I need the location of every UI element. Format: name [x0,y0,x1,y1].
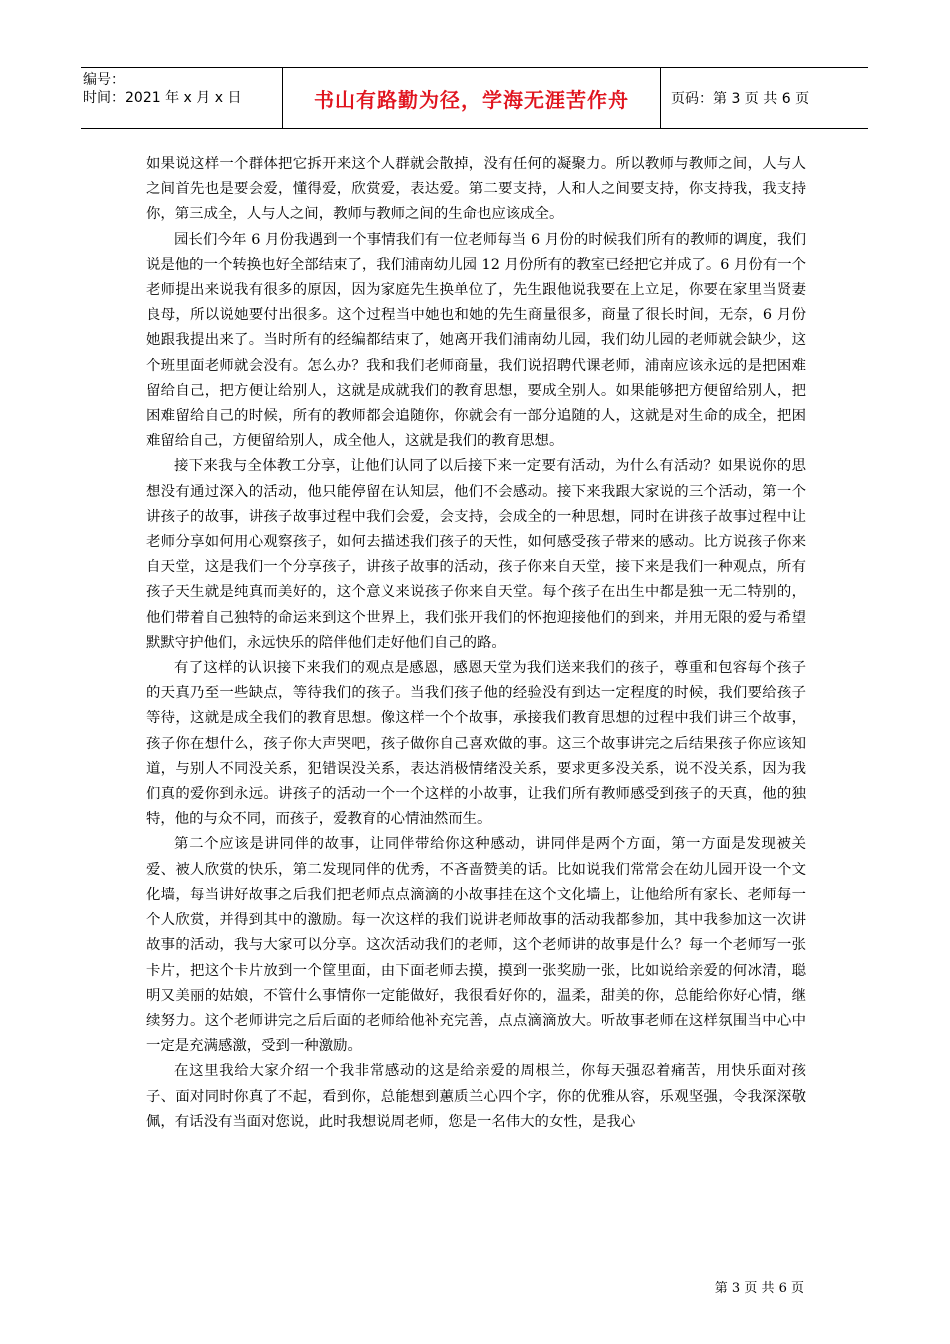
paragraph: 在这里我给大家介绍一个我非常感动的这是给亲爱的周根兰，你每天强忍着痛苦，用快乐面对孩子、面对同时你真了不起，看到你，总能想到蕙质兰心四个字，你的优雅从容，乐观坚强，令我深深敬佩，有话没有当面对您说，此时我想说周老师，您是一名伟大的女性，是我心 [146,1063,806,1130]
paragraph: 有了这样的认识接下来我们的观点是感恩，感恩天堂为我们送来我们的孩子，尊重和包容每个孩子的天真乃至一些缺点，等待我们的孩子。当我们孩子他的经验没有到达一定程度的时候，我们要给孩子等待，这就是成全我们的教育思想。像这样一个个故事，承接我们教育思想的过程中我们讲三个故事，孩子你在想什么，孩子你大声哭吧，孩子做你自己喜欢做的事。这三个故事讲完之后结果孩子你应该知道，与别人不同没关系，犯错误没关系，表达消极情绪没关系，要求更多没关系，说不没关系，因为我们真的爱你到永远。讲孩子的活动一个一个这样的小故事，让我们所有教师感受到孩子的天真，他的独特，他的与众不同，而孩子，爱教育的心情油然而生。 [146,660,806,828]
paragraph: 园长们今年 6 月份我遇到一个事情我们有一位老师每当 6 月份的时候我们所有的教师的调度，我们说是他的一个转换也好全部结束了，我们浦南幼儿园 12 月份所有的教室已经把它并成了。6 月份有一个老师提出来说我有很多的原因，因为家庭先生换单位了，先生跟他说我要在上立足，你要在家里当贤妻良母，所以说她要付出很多。这个过程当中她也和她的先生商量很多，商量了很长时间，无奈，6 月份她跟我提出来了。当时所有的经编都结束了，她离开我们浦南幼儿园，我们幼儿园的老师就会缺少，这个班里面老师就会没有。怎么办？我和我们老师商量，我们说招聘代课老师，浦南应该永远的是把困难留给自己，把方便让给别人，这就是成就我们的教育思想，要成全别人。如果能够把方便留给别人，把困难留给自己的时候，所有的教师都会追随你，你就会有一部分追随的人，这就是对生命的成全，把困难留给自己，方便留给别人，成全他人，这就是我们的教育思想。 [146,231,806,450]
page-header [81,67,868,129]
paragraph: 第二个应该是讲同伴的故事，让同伴带给你这种感动，讲同伴是两个方面，第一方面是发现被关爱、被人欣赏的快乐，第二发现同伴的优秀，不吝啬赞美的话。比如说我们常常会在幼儿园开设一个文化墙，每当讲好故事之后我们把老师点点滴滴的小故事挂在这个文化墙上，让他给所有家长、老师每一个人欣赏，并得到其中的激励。每一次这样的我们说讲老师故事的活动我都参加，其中我参加这一次讲故事的活动，我与大家可以分享。这次活动我们的老师，这个老师讲的故事是什么？每一个老师写一张卡片，把这个卡片放到一个筐里面，由下面老师去摸，摸到一张奖励一张，比如说给亲爱的何冰清，聪明又美丽的姑娘，不管什么事情你一定能做好，我很看好你的，温柔，甜美的你，总能给你好心情，继续努力。这个老师讲完之后后面的老师给他补充完善，点点滴滴放大。听故事老师在这样氛围当中心中一定是充满感激，受到一种激励。 [146,836,806,1055]
document-body [146,152,806,1135]
header-page-code: 页码：第 3 页 共 6 页 [671,91,810,107]
document-date: 时间：2021 年 x 月 x 日 [83,90,242,106]
document-number-label: 编号： [83,72,125,88]
page-footer: 第 3 页 共 6 页 [714,1281,804,1296]
paragraph: 如果说这样一个群体把它拆开来这个人群就会散掉，没有任何的凝聚力。所以教师与教师之间，人与人之间首先也是要会爱，懂得爱，欣赏爱，表达爱。第二要支持，人和人之间要支持，你支持我，我支持你，第三成全，人与人之间，教师与教师之间的生命也应该成全。 [146,156,806,223]
header-meta [81,68,283,128]
paragraph: 接下来我与全体教工分享，让他们认同了以后接下来一定要有活动，为什么有活动？如果说你的思想没有通过深入的活动，他只能停留在认知层，他们不会感动。接下来我跟大家说的三个活动，第一个讲孩子的故事，讲孩子故事过程中我们会爱，会支持，会成全的一种思想，同时在讲孩子故事过程中让老师分享如何用心观察孩子，如何去描述我们孩子的天性，如何感受孩子带来的感动。比方说孩子你来自天堂，这是我们一个分享孩子，讲孩子故事的活动，孩子你来自天堂，接下来是我们一种观点，所有孩子天生就是纯真而美好的，这个意义来说孩子你来自天堂。每个孩子在出生中都是独一无二特别的，他们带着自己独特的命运来到这个世界上，我们张开我们的怀抱迎接他们的到来，并用无限的爱与希望默默守护他们，永远快乐的陪伴他们走好他们自己的路。 [146,458,806,651]
header-motto: 书山有路勤为径，学海无涯苦作舟 [283,68,661,128]
